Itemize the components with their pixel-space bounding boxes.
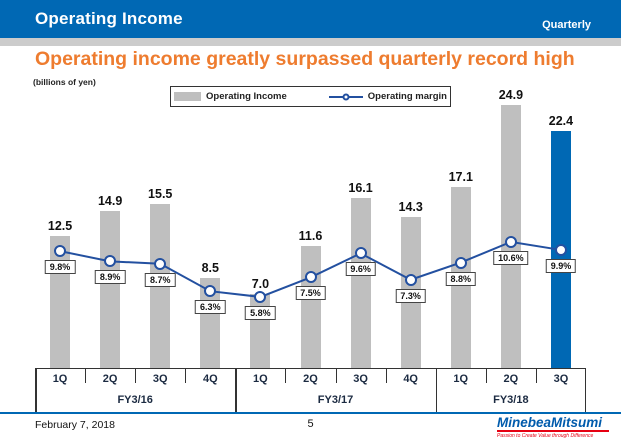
logo-tagline: Passion to Create Value through Difference (497, 433, 594, 438)
operating-margin-value-label: 7.5% (295, 286, 326, 300)
bar-value-label: 22.4 (548, 114, 574, 129)
bar-value-label: 7.0 (251, 277, 270, 292)
axis-quarter-label: 2Q (303, 373, 318, 385)
axis-quarter-label: 1Q (453, 373, 469, 385)
operating-margin-value-label: 8.7% (145, 273, 176, 287)
axis-tick (185, 369, 186, 383)
operating-margin-value-label: 6.3% (195, 300, 226, 314)
operating-margin-marker (305, 271, 317, 283)
axis-quarter-label: 4Q (403, 373, 418, 385)
slide-header (0, 0, 621, 38)
bar-value-label: 15.5 (148, 187, 173, 202)
page-number: 5 (307, 418, 314, 430)
operating-margin-marker (154, 258, 166, 270)
axis-fiscal-year-label: FY3/17 (317, 394, 354, 406)
axis-quarter-label: 1Q (253, 373, 268, 385)
axis-tick (536, 369, 537, 383)
operating-margin-line (35, 100, 586, 368)
axis-fiscal-year-label: FY3/18 (493, 394, 529, 406)
logo-bar (497, 430, 609, 432)
headline: Operating income greatly surpassed quarterly record high (35, 48, 575, 70)
operating-margin-value-label: 10.6% (493, 251, 529, 265)
axis-quarter-label: 3Q (353, 373, 368, 385)
bar-value-label: 14.9 (97, 193, 123, 208)
axis-quarter-label: 3Q (152, 373, 168, 385)
axis-tick (285, 369, 286, 383)
page-title: Operating Income (35, 9, 183, 28)
operating-margin-value-label: 9.6% (345, 262, 376, 276)
bar-value-label: 8.5 (201, 261, 219, 276)
bar-value-label: 24.9 (498, 88, 524, 103)
axis-tick (135, 369, 136, 383)
footer-date: February 7, 2018 (35, 419, 115, 431)
operating-margin-marker (405, 274, 417, 286)
operating-margin-marker (555, 244, 567, 256)
operating-margin-value-label: 9.8% (45, 260, 76, 274)
chart-x-axis (35, 368, 586, 411)
axis-fiscal-year-label: FY3/16 (117, 394, 153, 406)
operating-margin-marker (355, 247, 367, 259)
operating-margin-value-label: 5.8% (245, 306, 276, 320)
axis-tick (85, 369, 86, 383)
legend-line-label: Operating margin (367, 91, 447, 102)
units-label: (billions of yen) (33, 77, 96, 87)
header-badge: Quarterly (542, 19, 591, 31)
axis-quarter-label: 2Q (503, 373, 519, 385)
bar-value-label: 14.3 (398, 200, 423, 214)
bar-value-label: 17.1 (448, 170, 473, 185)
axis-tick (486, 369, 487, 383)
operating-margin-marker (455, 257, 467, 269)
bar-value-label: 11.6 (298, 228, 323, 243)
bar-value-label: 16.1 (348, 180, 373, 195)
company-logo (497, 416, 609, 438)
header-divider (0, 38, 621, 46)
operating-margin-marker (54, 245, 66, 257)
operating-margin-value-label: 8.9% (95, 270, 126, 284)
logo-text: MinebeaMitsumi (497, 415, 603, 430)
legend-bar-label: Operating Income (206, 91, 287, 102)
operating-margin-value-label: 9.9% (546, 259, 577, 273)
axis-quarter-label: 4Q (202, 373, 218, 385)
operating-margin-marker (505, 236, 517, 248)
axis-quarter-label: 2Q (102, 373, 118, 385)
bar-value-label: 12.5 (47, 219, 73, 233)
operating-margin-value-label: 7.3% (395, 289, 426, 303)
operating-margin-value-label: 8.8% (446, 272, 477, 286)
footer-divider (0, 412, 621, 414)
axis-quarter-label: 1Q (52, 373, 68, 385)
axis-quarter-label: 3Q (553, 373, 569, 385)
axis-tick (336, 369, 337, 383)
axis-tick (386, 369, 387, 383)
legend-line-swatch-icon (329, 96, 363, 98)
